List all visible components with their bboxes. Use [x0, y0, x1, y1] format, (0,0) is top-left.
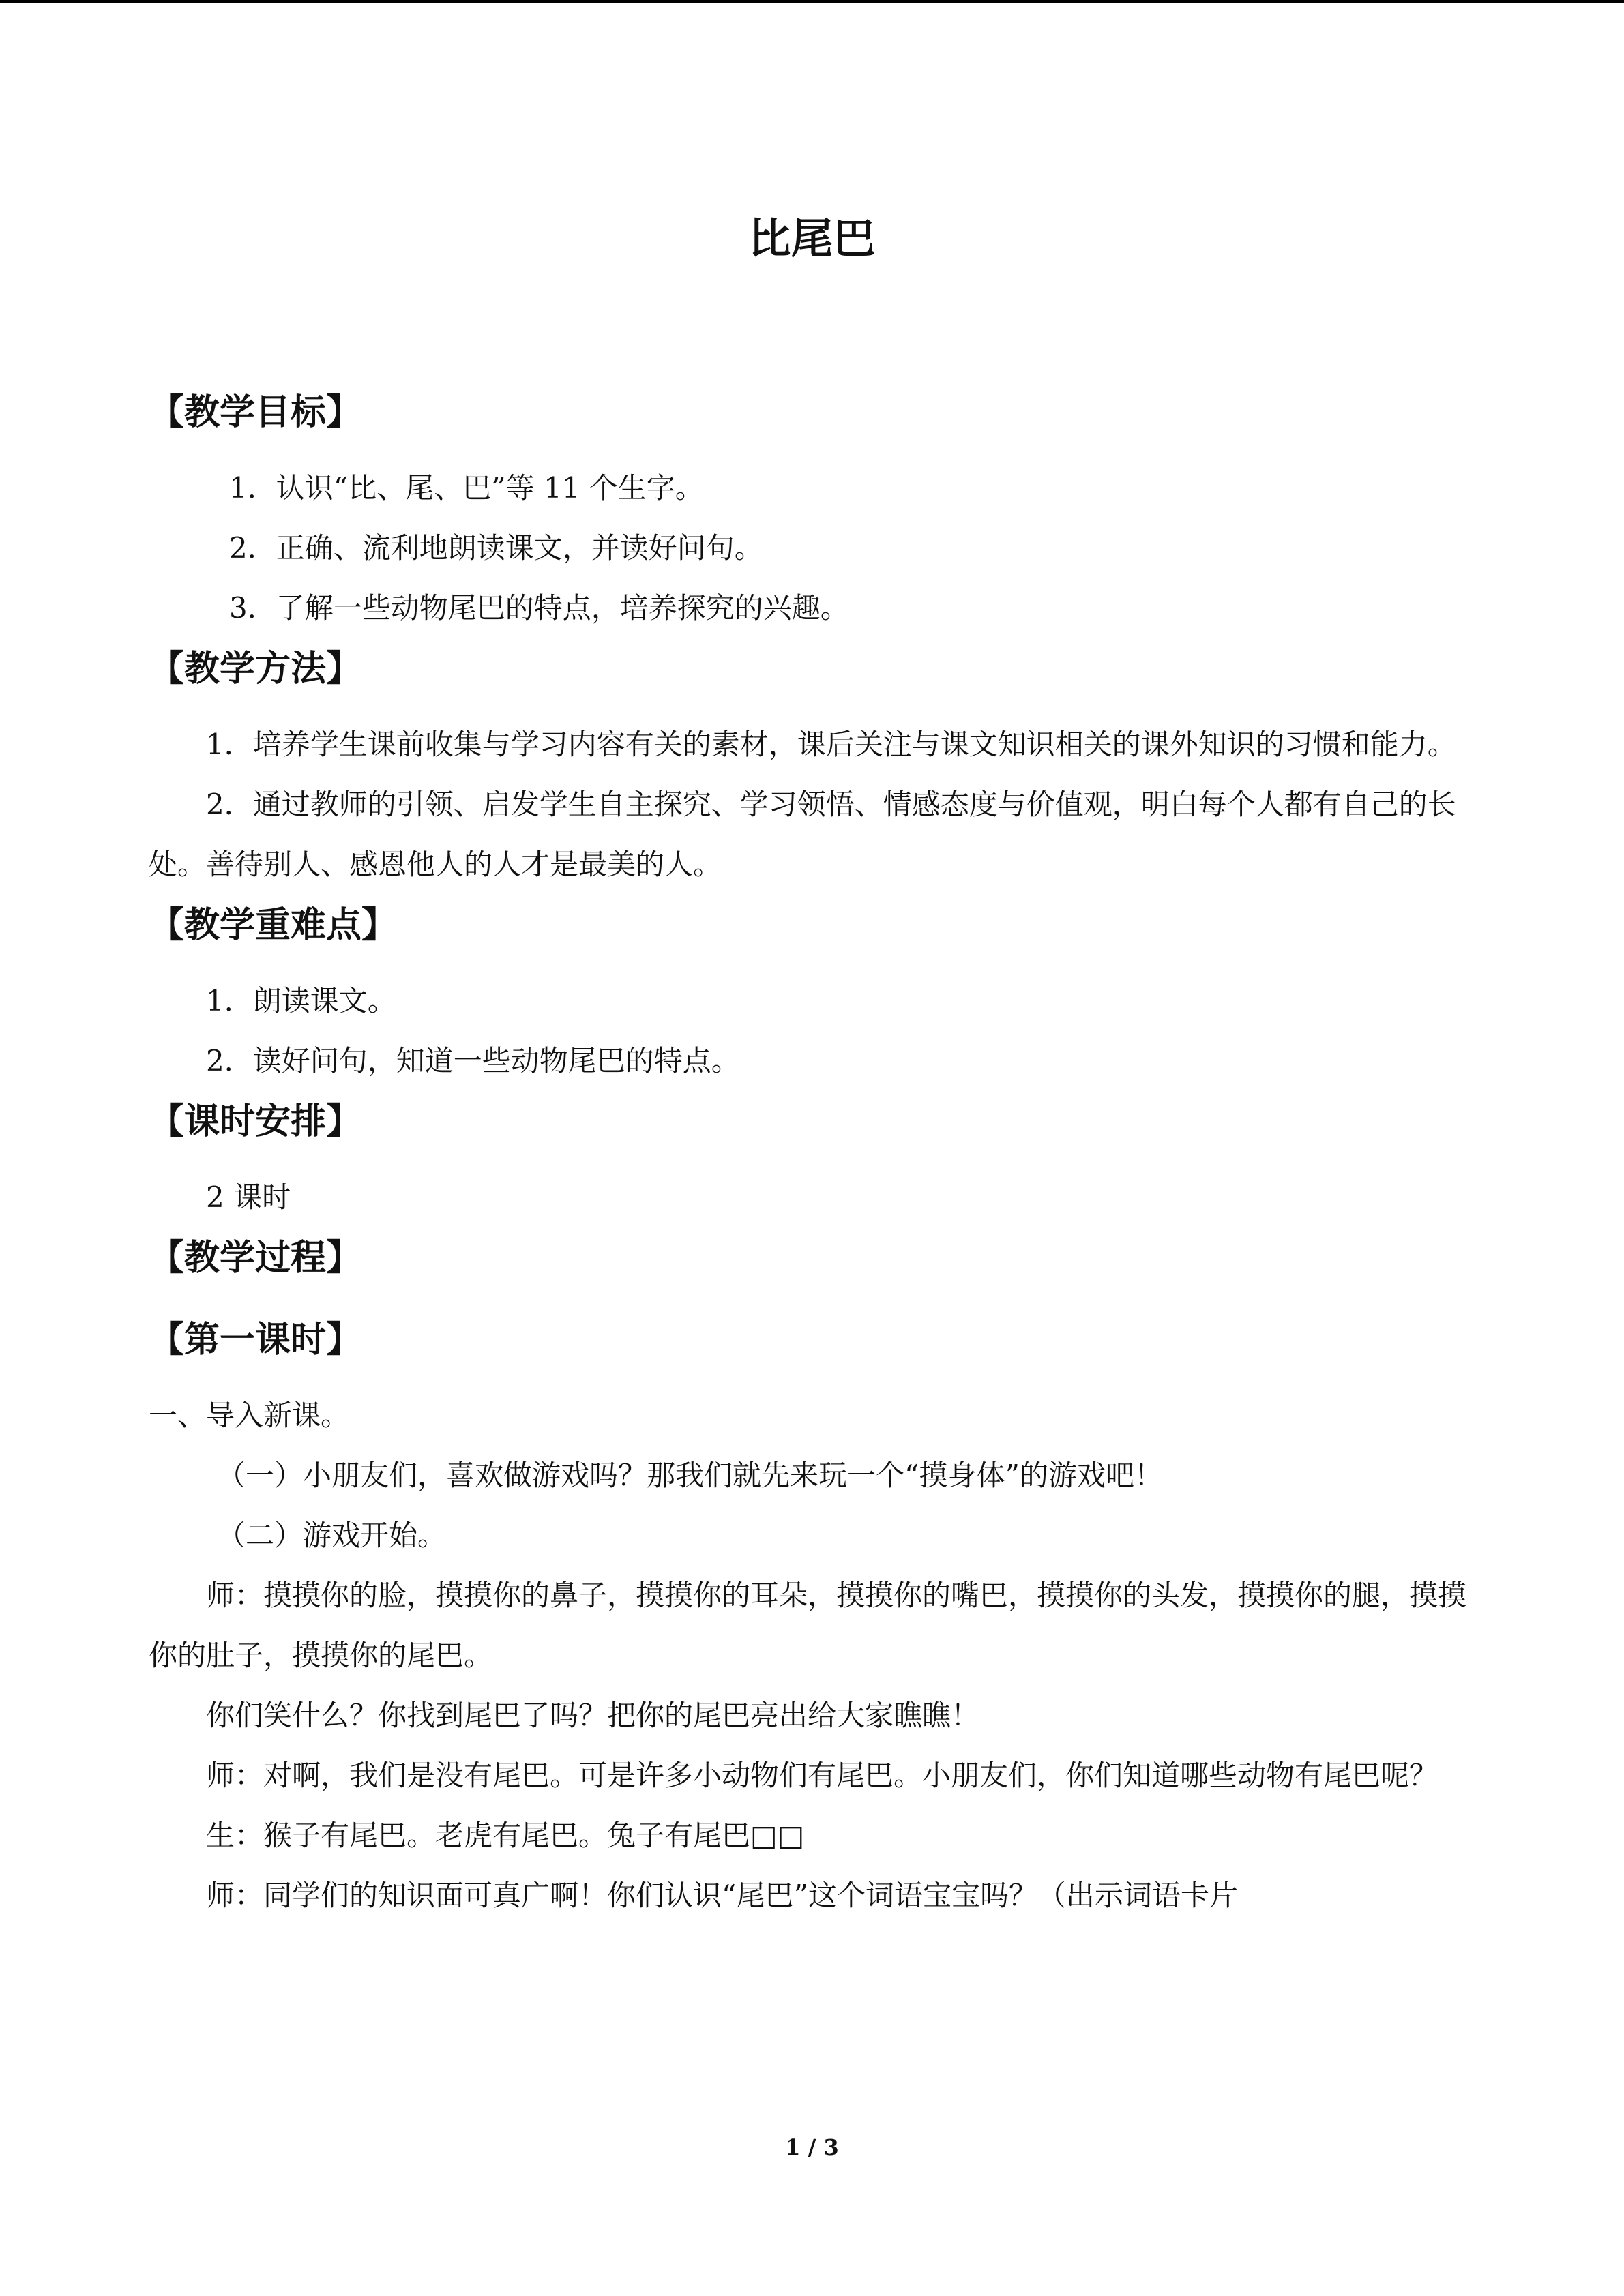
section-lesson1 [149, 1309, 1475, 1926]
section-heading: 【第一课时】 [149, 1320, 362, 1360]
section-heading: 【教学过程】 [149, 1238, 362, 1279]
list-item: 3．了解一些动物尾巴的特点，培养探究的兴趣。 [229, 591, 849, 625]
paragraph: 你们笑什么？你找到尾巴了吗？把你的尾巴亮出给大家瞧瞧！ [206, 1699, 980, 1732]
paragraph: 2 课时 [206, 1180, 291, 1214]
paragraph: 2．读好问句，知道一些动物尾巴的特点。 [206, 1044, 740, 1077]
section-heading: 【教学方法】 [149, 648, 362, 689]
paragraph: 2．通过教师的引领、启发学生自主探究、学习领悟、情感态度与价值观，明白每个人都有自己的长处。善待别人、感恩他人的人才是最美的人。 [149, 788, 1456, 881]
section-heading: 【教学目标】 [149, 392, 362, 433]
section-objectives [149, 382, 1475, 638]
paragraph: 1．朗读课文。 [206, 984, 396, 1017]
section-process [149, 1227, 1475, 1289]
section-heading: 【教学重难点】 [149, 905, 398, 946]
sub-item: （二）游戏开始。 [217, 1519, 447, 1552]
list-item: 2．正确、流利地朗读课文，并读好问句。 [229, 531, 763, 565]
sub-item: （一）小朋友们，喜欢做游戏吗？那我们就先来玩一个“摸身体”的游戏吧！ [217, 1459, 1163, 1492]
document-title: 比尾巴 [748, 213, 876, 263]
list-item: 1．认识“比、尾、巴”等 11 个生字。 [229, 471, 704, 505]
step-heading: 一、导入新课。 [149, 1399, 350, 1432]
paragraph: 师：同学们的知识面可真广啊！你们认识“尾巴”这个词语宝宝吗？（出示词语卡片 [206, 1879, 1238, 1912]
section-schedule [149, 1091, 1475, 1227]
section-keypoints [149, 895, 1475, 1091]
document-body [149, 382, 1475, 1926]
section-heading: 【课时安排】 [149, 1101, 362, 1142]
paragraph: 师：对啊，我们是没有尾巴。可是许多小动物们有尾巴。小朋友们，你们知道哪些动物有尾巴呢？ [206, 1759, 1438, 1792]
paragraph: 生：猴子有尾巴。老虎有尾巴。兔子有尾巴□□ [206, 1819, 805, 1852]
page-indicator: 1 / 3 [785, 2134, 839, 2160]
paragraph: 师：摸摸你的脸，摸摸你的鼻子，摸摸你的耳朵，摸摸你的嘴巴，摸摸你的头发，摸摸你的腿，摸摸你的肚子，摸摸你的尾巴。 [149, 1579, 1467, 1672]
paragraph: 1．培养学生课前收集与学习内容有关的素材，课后关注与课文知识相关的课外知识的习惯和能力。 [206, 728, 1456, 761]
section-methods [149, 638, 1475, 895]
